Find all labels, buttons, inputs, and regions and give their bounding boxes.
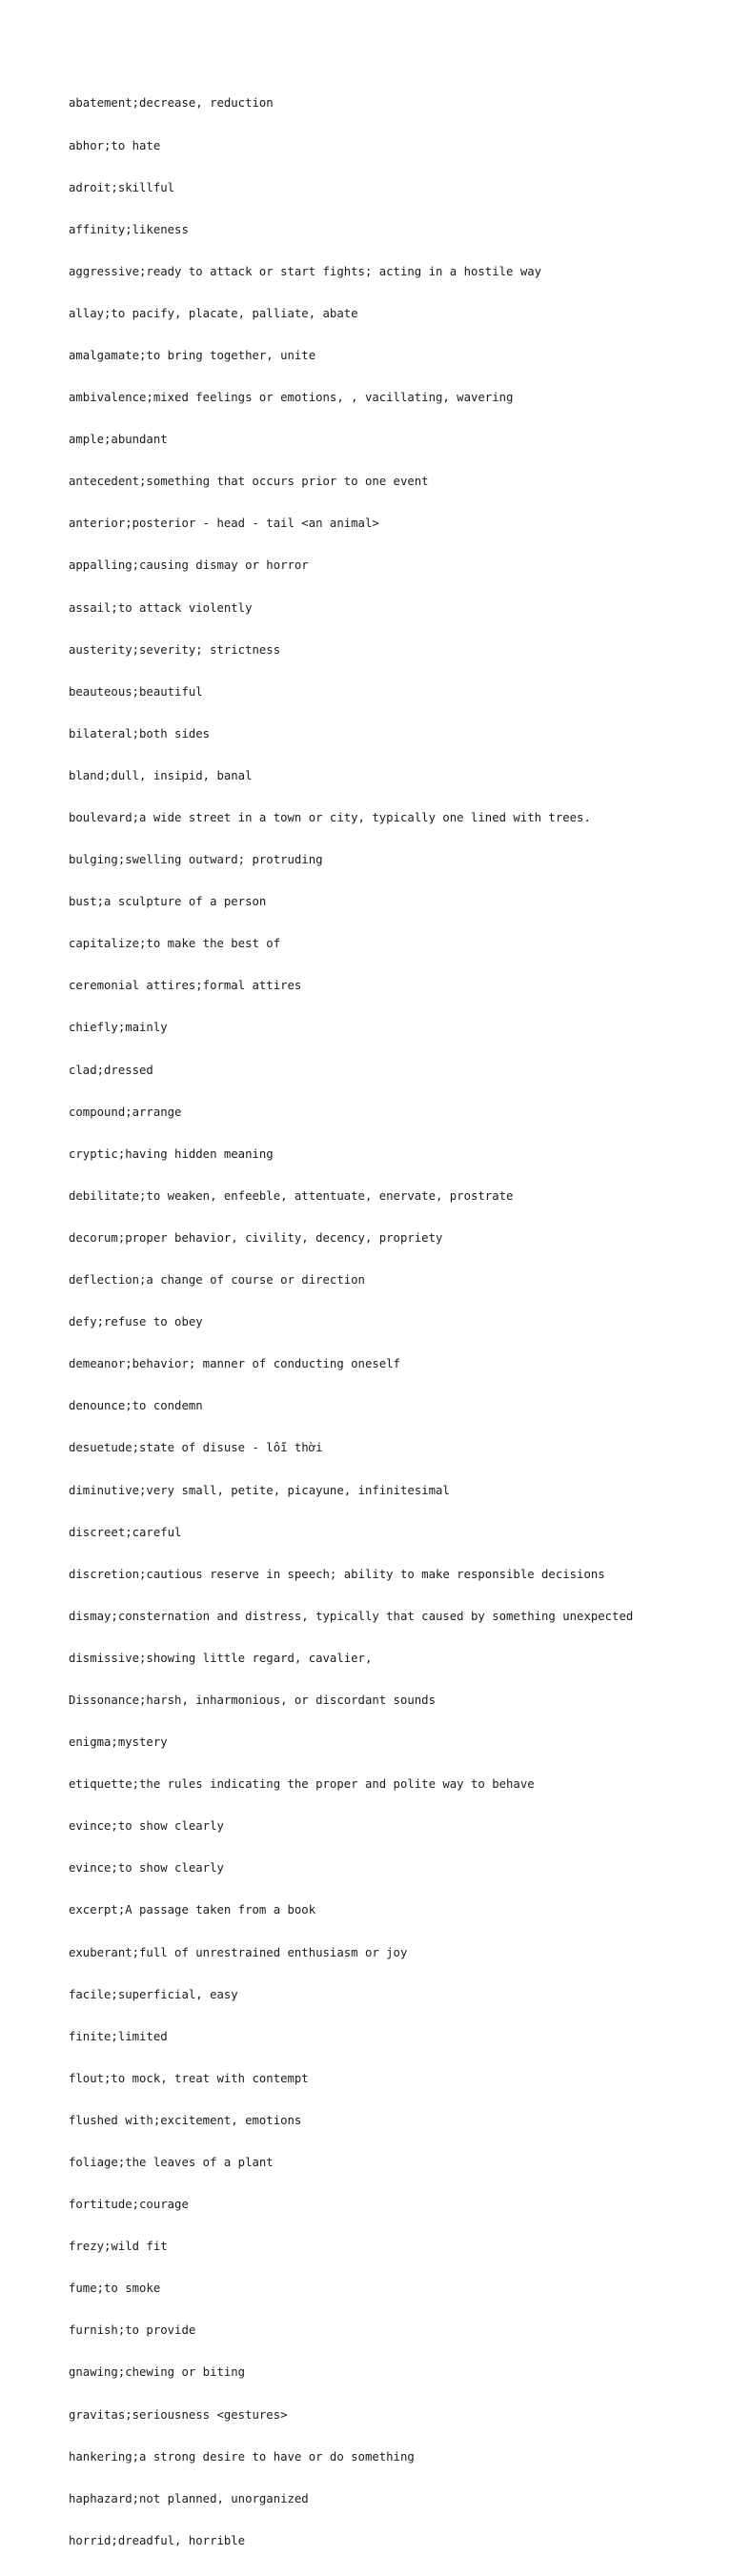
vocab-entry: diminutive;very small, petite, picayune, infinitesimal xyxy=(69,1483,450,1497)
vocab-entry: anterior;posterior - head - tail <an animal> xyxy=(69,517,379,531)
vocab-entry: ceremonial attires;formal attires xyxy=(69,979,302,993)
vocab-entry: furnish;to provide xyxy=(69,2323,196,2338)
vocab-entry: exuberant;full of unrestrained enthusiasm or joy xyxy=(69,1945,408,1959)
vocab-entry: evince;to show clearly xyxy=(69,1861,224,1876)
vocab-entry: dismay;consternation and distress, typically that caused by something unexpected xyxy=(69,1609,634,1623)
vocab-entry: amalgamate;to bring together, unite xyxy=(69,348,316,362)
vocab-entry: flout;to mock, treat with contempt xyxy=(69,2071,309,2085)
vocab-entry: clad;dressed xyxy=(69,1063,153,1077)
vocab-entry: allay;to pacify, placate, palliate, abate xyxy=(69,306,358,320)
vocab-entry: demeanor;behavior; manner of conducting oneself xyxy=(69,1357,400,1371)
vocab-entry: hankering;a strong desire to have or do something xyxy=(69,2449,415,2464)
vocab-entry: haphazard;not planned, unorganized xyxy=(69,2491,309,2505)
vocab-entry: discreet;careful xyxy=(69,1525,182,1539)
vocab-entry: abatement;decrease, reduction xyxy=(69,96,274,111)
vocab-entry: etiquette;the rules indicating the proper and polite way to behave xyxy=(69,1777,535,1792)
vocab-entry: boulevard;a wide street in a town or city, typically one lined with trees. xyxy=(69,811,591,824)
vocab-entry: desuetude;state of disuse - lỗi thời xyxy=(69,1441,323,1455)
vocab-entry: horrid;dreadful, horrible xyxy=(69,2533,246,2547)
vocab-entry: abhor;to hate xyxy=(69,138,161,152)
vocab-entry: deflection;a change of course or direction xyxy=(69,1273,365,1288)
vocabulary-list xyxy=(69,69,679,2576)
vocab-entry: defy;refuse to obey xyxy=(69,1315,203,1329)
vocab-entry: antecedent;something that occurs prior to one event xyxy=(69,475,429,489)
vocab-entry: bilateral;both sides xyxy=(69,726,211,740)
vocab-entry: gravitas;seriousness <gestures> xyxy=(69,2407,288,2422)
vocab-entry: capitalize;to make the best of xyxy=(69,937,281,951)
vocab-entry: facile;superficial, easy xyxy=(69,1987,238,2001)
vocab-entry: appalling;causing dismay or horror xyxy=(69,558,309,573)
vocab-entry: austerity;severity; strictness xyxy=(69,642,281,657)
vocab-entry: fume;to smoke xyxy=(69,2282,161,2296)
vocab-entry: finite;limited xyxy=(69,2029,168,2043)
vocab-entry: affinity;likeness xyxy=(69,222,189,236)
vocab-entry: evince;to show clearly xyxy=(69,1819,224,1834)
vocab-entry: excerpt;A passage taken from a book xyxy=(69,1903,316,1917)
vocab-entry: compound;arrange xyxy=(69,1105,182,1119)
vocab-entry: adroit;skillful xyxy=(69,180,175,194)
vocab-entry: decorum;proper behavior, civility, decency, propriety xyxy=(69,1230,443,1245)
vocab-entry: foliage;the leaves of a plant xyxy=(69,2156,274,2169)
vocab-entry: aggressive;ready to attack or start fights; acting in a hostile way xyxy=(69,264,542,278)
vocab-entry: enigma;mystery xyxy=(69,1735,168,1750)
vocab-entry: bulging;swelling outward; protruding xyxy=(69,853,323,867)
vocab-entry: Dissonance;harsh, inharmonious, or discordant sounds xyxy=(69,1693,436,1707)
vocab-entry: chiefly;mainly xyxy=(69,1021,168,1035)
vocab-entry: gnawing;chewing or biting xyxy=(69,2365,246,2380)
vocab-entry: assail;to attack violently xyxy=(69,600,253,615)
vocab-entry: debilitate;to weaken, enfeeble, attentuate, enervate, prostrate xyxy=(69,1188,514,1203)
vocab-entry: flushed with;excitement, emotions xyxy=(69,2113,302,2127)
vocab-entry: bland;dull, insipid, banal xyxy=(69,768,253,782)
vocab-entry: denounce;to condemn xyxy=(69,1399,203,1413)
vocab-entry: discretion;cautious reserve in speech; ability to make responsible decisions xyxy=(69,1567,605,1581)
vocab-entry: dismissive;showing little regard, cavalier, xyxy=(69,1651,373,1665)
vocab-entry: cryptic;having hidden meaning xyxy=(69,1146,274,1161)
vocab-entry: bust;a sculpture of a person xyxy=(69,895,267,909)
vocab-entry: frezy;wild fit xyxy=(69,2240,168,2254)
vocab-entry: ambivalence;mixed feelings or emotions, , vacillating, wavering xyxy=(69,391,514,405)
vocab-entry: ample;abundant xyxy=(69,433,168,447)
vocab-entry: fortitude;courage xyxy=(69,2198,189,2212)
vocab-entry: beauteous;beautiful xyxy=(69,684,203,699)
